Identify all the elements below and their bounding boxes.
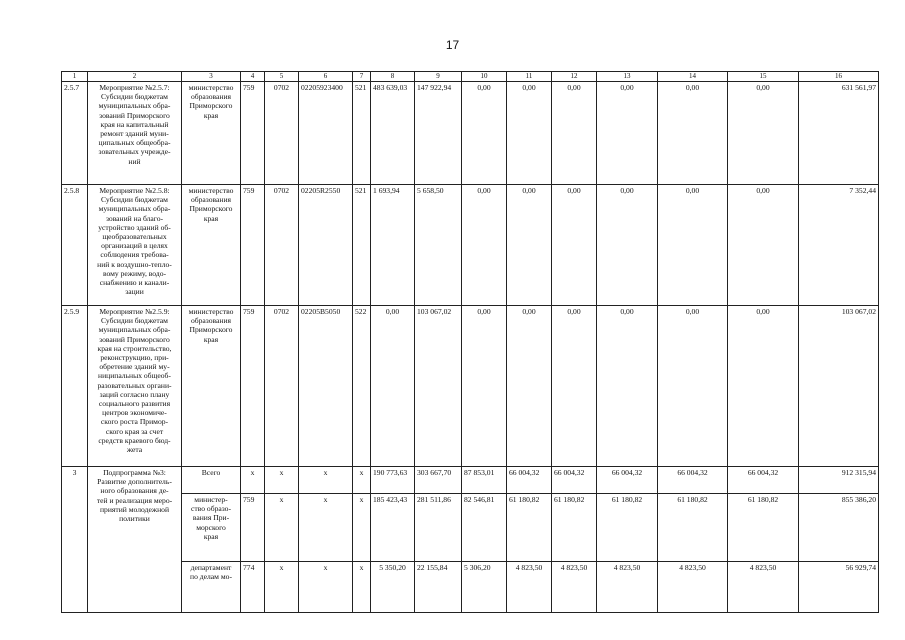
amount-cell: 4 823,50 xyxy=(507,562,552,613)
grbs-cell: 774 xyxy=(241,562,265,613)
amount-cell: 66 004,32 xyxy=(597,467,658,494)
amount-cell: 0,00 xyxy=(507,185,552,306)
activity-name-cell: Мероприятие №2.5.8: Субсидии бюджетам муниципальных обра- зований на благо- устройство зданий об- щеобразовательных организаций в целях соблюдения требова- ний к воздушно-тепло- вому режиму, водо- снабжению и канали- зации xyxy=(88,185,182,306)
amount-cell: 82 546,81 xyxy=(462,494,507,562)
amount-cell: 185 423,43 xyxy=(371,494,415,562)
amount-cell: 0,00 xyxy=(597,306,658,467)
total-amount-cell: 7 352,44 xyxy=(799,185,879,306)
executor-cell: департамент по делам мо- xyxy=(182,562,241,613)
amount-cell: 147 922,94 xyxy=(415,82,462,185)
amount-cell: 66 004,32 xyxy=(658,467,728,494)
amount-cell: 61 180,82 xyxy=(658,494,728,562)
grbs-cell: 759 xyxy=(241,494,265,562)
amount-cell: 22 155,84 xyxy=(415,562,462,613)
total-amount-cell: 855 386,20 xyxy=(799,494,879,562)
csr-cell: х xyxy=(299,494,353,562)
csr-cell: х xyxy=(299,562,353,613)
amount-cell: 0,00 xyxy=(728,306,799,467)
row-number-cell: 3 xyxy=(62,467,88,613)
total-amount-cell: 912 315,94 xyxy=(799,467,879,494)
amount-cell: 87 853,01 xyxy=(462,467,507,494)
total-amount-cell: 631 561,97 xyxy=(799,82,879,185)
amount-cell: 0,00 xyxy=(597,185,658,306)
amount-cell: 4 823,50 xyxy=(658,562,728,613)
amount-cell: 0,00 xyxy=(462,185,507,306)
table-row xyxy=(62,562,879,613)
amount-cell: 190 773,63 xyxy=(371,467,415,494)
amount-cell: 0,00 xyxy=(507,82,552,185)
table-row xyxy=(62,82,879,185)
rzpr-cell: 0702 xyxy=(265,306,299,467)
executor-cell: министерство образования Приморского края xyxy=(182,185,241,306)
executor-cell: министерство образования Приморского края xyxy=(182,82,241,185)
page-number: 17 xyxy=(445,38,460,52)
amount-cell: 0,00 xyxy=(507,306,552,467)
column-number: 11 xyxy=(507,72,552,82)
total-amount-cell: 103 067,02 xyxy=(799,306,879,467)
amount-cell: 0,00 xyxy=(728,185,799,306)
rzpr-cell: х xyxy=(265,467,299,494)
row-number-cell: 2.5.8 xyxy=(62,185,88,306)
column-number: 1 xyxy=(62,72,88,82)
column-number: 5 xyxy=(265,72,299,82)
grbs-cell: х xyxy=(241,467,265,494)
column-number: 13 xyxy=(597,72,658,82)
amount-cell: 4 823,50 xyxy=(597,562,658,613)
column-number: 15 xyxy=(728,72,799,82)
amount-cell: 4 823,50 xyxy=(552,562,597,613)
amount-cell: 61 180,82 xyxy=(728,494,799,562)
amount-cell: 0,00 xyxy=(552,185,597,306)
activity-name-cell: Мероприятие №2.5.9: Субсидии бюджетам муниципальных обра- зований Приморского края на строительство, реконструкцию, при- обретение зданий му- ниципальных общеоб- разовательных органи- заций согласно плану социального развития центров экономиче- ского роста Примор- ского края за счет средств краевого бюд- жета xyxy=(88,306,182,467)
amount-cell: 4 823,50 xyxy=(728,562,799,613)
column-number: 10 xyxy=(462,72,507,82)
amount-cell: 0,00 xyxy=(552,82,597,185)
column-number: 12 xyxy=(552,72,597,82)
grbs-cell: 759 xyxy=(241,185,265,306)
column-number: 9 xyxy=(415,72,462,82)
vr-cell: 521 xyxy=(353,82,371,185)
amount-cell: 0,00 xyxy=(658,306,728,467)
amount-cell: 0,00 xyxy=(552,306,597,467)
total-amount-cell: 56 929,74 xyxy=(799,562,879,613)
column-number: 16 xyxy=(799,72,879,82)
rzpr-cell: 0702 xyxy=(265,185,299,306)
amount-cell: 66 004,32 xyxy=(728,467,799,494)
grbs-cell: 759 xyxy=(241,306,265,467)
table-row xyxy=(62,306,879,467)
rzpr-cell: х xyxy=(265,562,299,613)
amount-cell: 0,00 xyxy=(371,306,415,467)
table-row xyxy=(62,467,879,494)
column-number: 7 xyxy=(353,72,371,82)
column-number: 14 xyxy=(658,72,728,82)
amount-cell: 0,00 xyxy=(462,82,507,185)
rzpr-cell: 0702 xyxy=(265,82,299,185)
amount-cell: 5 350,20 xyxy=(371,562,415,613)
amount-cell: 66 004,32 xyxy=(552,467,597,494)
rzpr-cell: х xyxy=(265,494,299,562)
executor-cell: министер- ство образо- вания При- морского края xyxy=(182,494,241,562)
activity-name-cell: Мероприятие №2.5.7: Субсидии бюджетам муниципальных обра- зований Приморского края на капитальный ремонт зданий муни- ципальных общеобра- зовательных учрежде- ний xyxy=(88,82,182,185)
amount-cell: 0,00 xyxy=(658,185,728,306)
csr-cell: 02205В5050 xyxy=(299,306,353,467)
amount-cell: 61 180,82 xyxy=(552,494,597,562)
column-number: 6 xyxy=(299,72,353,82)
amount-cell: 303 667,70 xyxy=(415,467,462,494)
column-number: 2 xyxy=(88,72,182,82)
executor-cell: Всего xyxy=(182,467,241,494)
amount-cell: 0,00 xyxy=(597,82,658,185)
amount-cell: 0,00 xyxy=(728,82,799,185)
csr-cell: х xyxy=(299,467,353,494)
table-row xyxy=(62,185,879,306)
budget-table xyxy=(61,71,879,613)
column-number: 4 xyxy=(241,72,265,82)
amount-cell: 5 306,20 xyxy=(462,562,507,613)
amount-cell: 61 180,82 xyxy=(507,494,552,562)
amount-cell: 0,00 xyxy=(462,306,507,467)
subprogram-name-cell: Подпрограмма №3: Развитие дополнитель- ного образования де- тей и реализация меро- приятий молодежной политики xyxy=(88,467,182,613)
vr-cell: х xyxy=(353,494,371,562)
table-row xyxy=(62,494,879,562)
amount-cell: 61 180,82 xyxy=(597,494,658,562)
row-number-cell: 2.5.9 xyxy=(62,306,88,467)
amount-cell: 66 004,32 xyxy=(507,467,552,494)
csr-cell: 02205R2550 xyxy=(299,185,353,306)
vr-cell: х xyxy=(353,562,371,613)
executor-cell: министерство образования Приморского края xyxy=(182,306,241,467)
vr-cell: х xyxy=(353,467,371,494)
amount-cell: 5 658,50 xyxy=(415,185,462,306)
vr-cell: 522 xyxy=(353,306,371,467)
column-number: 3 xyxy=(182,72,241,82)
vr-cell: 521 xyxy=(353,185,371,306)
amount-cell: 281 511,86 xyxy=(415,494,462,562)
grbs-cell: 759 xyxy=(241,82,265,185)
amount-cell: 483 639,03 xyxy=(371,82,415,185)
row-number-cell: 2.5.7 xyxy=(62,82,88,185)
column-number: 8 xyxy=(371,72,415,82)
csr-cell: 02205923400 xyxy=(299,82,353,185)
column-number-row xyxy=(62,72,879,82)
amount-cell: 0,00 xyxy=(658,82,728,185)
amount-cell: 103 067,02 xyxy=(415,306,462,467)
amount-cell: 1 693,94 xyxy=(371,185,415,306)
